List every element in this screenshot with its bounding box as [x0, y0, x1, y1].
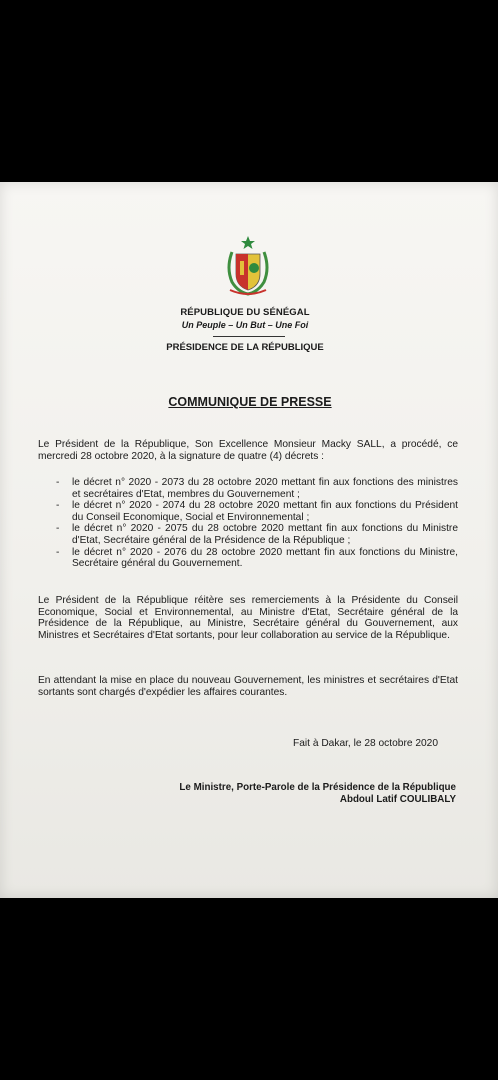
national-motto: Un Peuple – Un But – Une Foi: [181, 320, 309, 330]
list-item: [48, 500, 458, 523]
place-date: Fait à Dakar, le 28 octobre 2020: [293, 738, 438, 749]
signature-block: [179, 782, 456, 806]
decree-text: le décret n° 2020 - 2076 du 28 octobre 2020 mettant fin aux fonctions du Ministre, Secrétaire général du Gouvernement.: [72, 546, 458, 570]
thanks-paragraph: Le Président de la République réitère ses remerciements à la Présidente du Conseil Economique, Social et Environnemental, au Ministre d'Etat, Secrétaire général de la Présidence de la République, au Ministre, Secrétaire général du Gouvernement, aux Ministres et Secrétaires d'Etat sortants, pour leur collaboration au service de la République.: [38, 595, 458, 641]
decree-text: le décret n° 2020 - 2075 du 28 octobre 2020 mettant fin aux fonctions du Ministre d'Etat, Secrétaire général de la Présidence de la République ;: [72, 523, 458, 546]
senegal-coat-of-arms-icon: [222, 234, 274, 298]
decree-list: [48, 477, 458, 570]
list-item: [48, 547, 458, 570]
signatory-name: Abdoul Latif COULIBALY: [339, 794, 456, 805]
interim-paragraph: En attendant la mise en place du nouveau Gouvernement, les ministres et secrétaires d'Etat sortants sont chargés d'expédier les affaires courantes.: [38, 675, 458, 698]
bullet-dash: -: [56, 477, 60, 488]
bullet-dash: -: [56, 546, 60, 558]
republic-name: RÉPUBLIQUE DU SÉNÉGAL: [180, 307, 310, 318]
presidency-name: PRÉSIDENCE DE LA RÉPUBLIQUE: [166, 342, 324, 353]
decree-text: le décret n° 2020 - 2073 du 28 octobre 2020 mettant fin aux fonctions des ministres et secrétaires d'Etat, membres du Gouvernement ;: [72, 477, 458, 500]
document-title: COMMUNIQUE DE PRESSE: [168, 395, 332, 409]
list-item: [48, 477, 458, 500]
list-item: [48, 523, 458, 546]
press-release-document: [0, 182, 498, 898]
bullet-dash: -: [56, 523, 60, 535]
bullet-dash: -: [56, 500, 60, 512]
intro-paragraph: Le Président de la République, Son Excellence Monsieur Macky SALL, a procédé, ce mercredi 28 octobre 2020, à la signature de quatre (4) décrets :: [38, 439, 458, 462]
decree-text: le décret n° 2020 - 2074 du 28 octobre 2020 mettant fin aux fonctions du Président du Conseil Economique, Social et Environnemental ;: [72, 500, 458, 523]
signatory-role: Le Ministre, Porte-Parole de la Présidence de la République: [179, 782, 456, 793]
header-divider: [213, 336, 285, 337]
